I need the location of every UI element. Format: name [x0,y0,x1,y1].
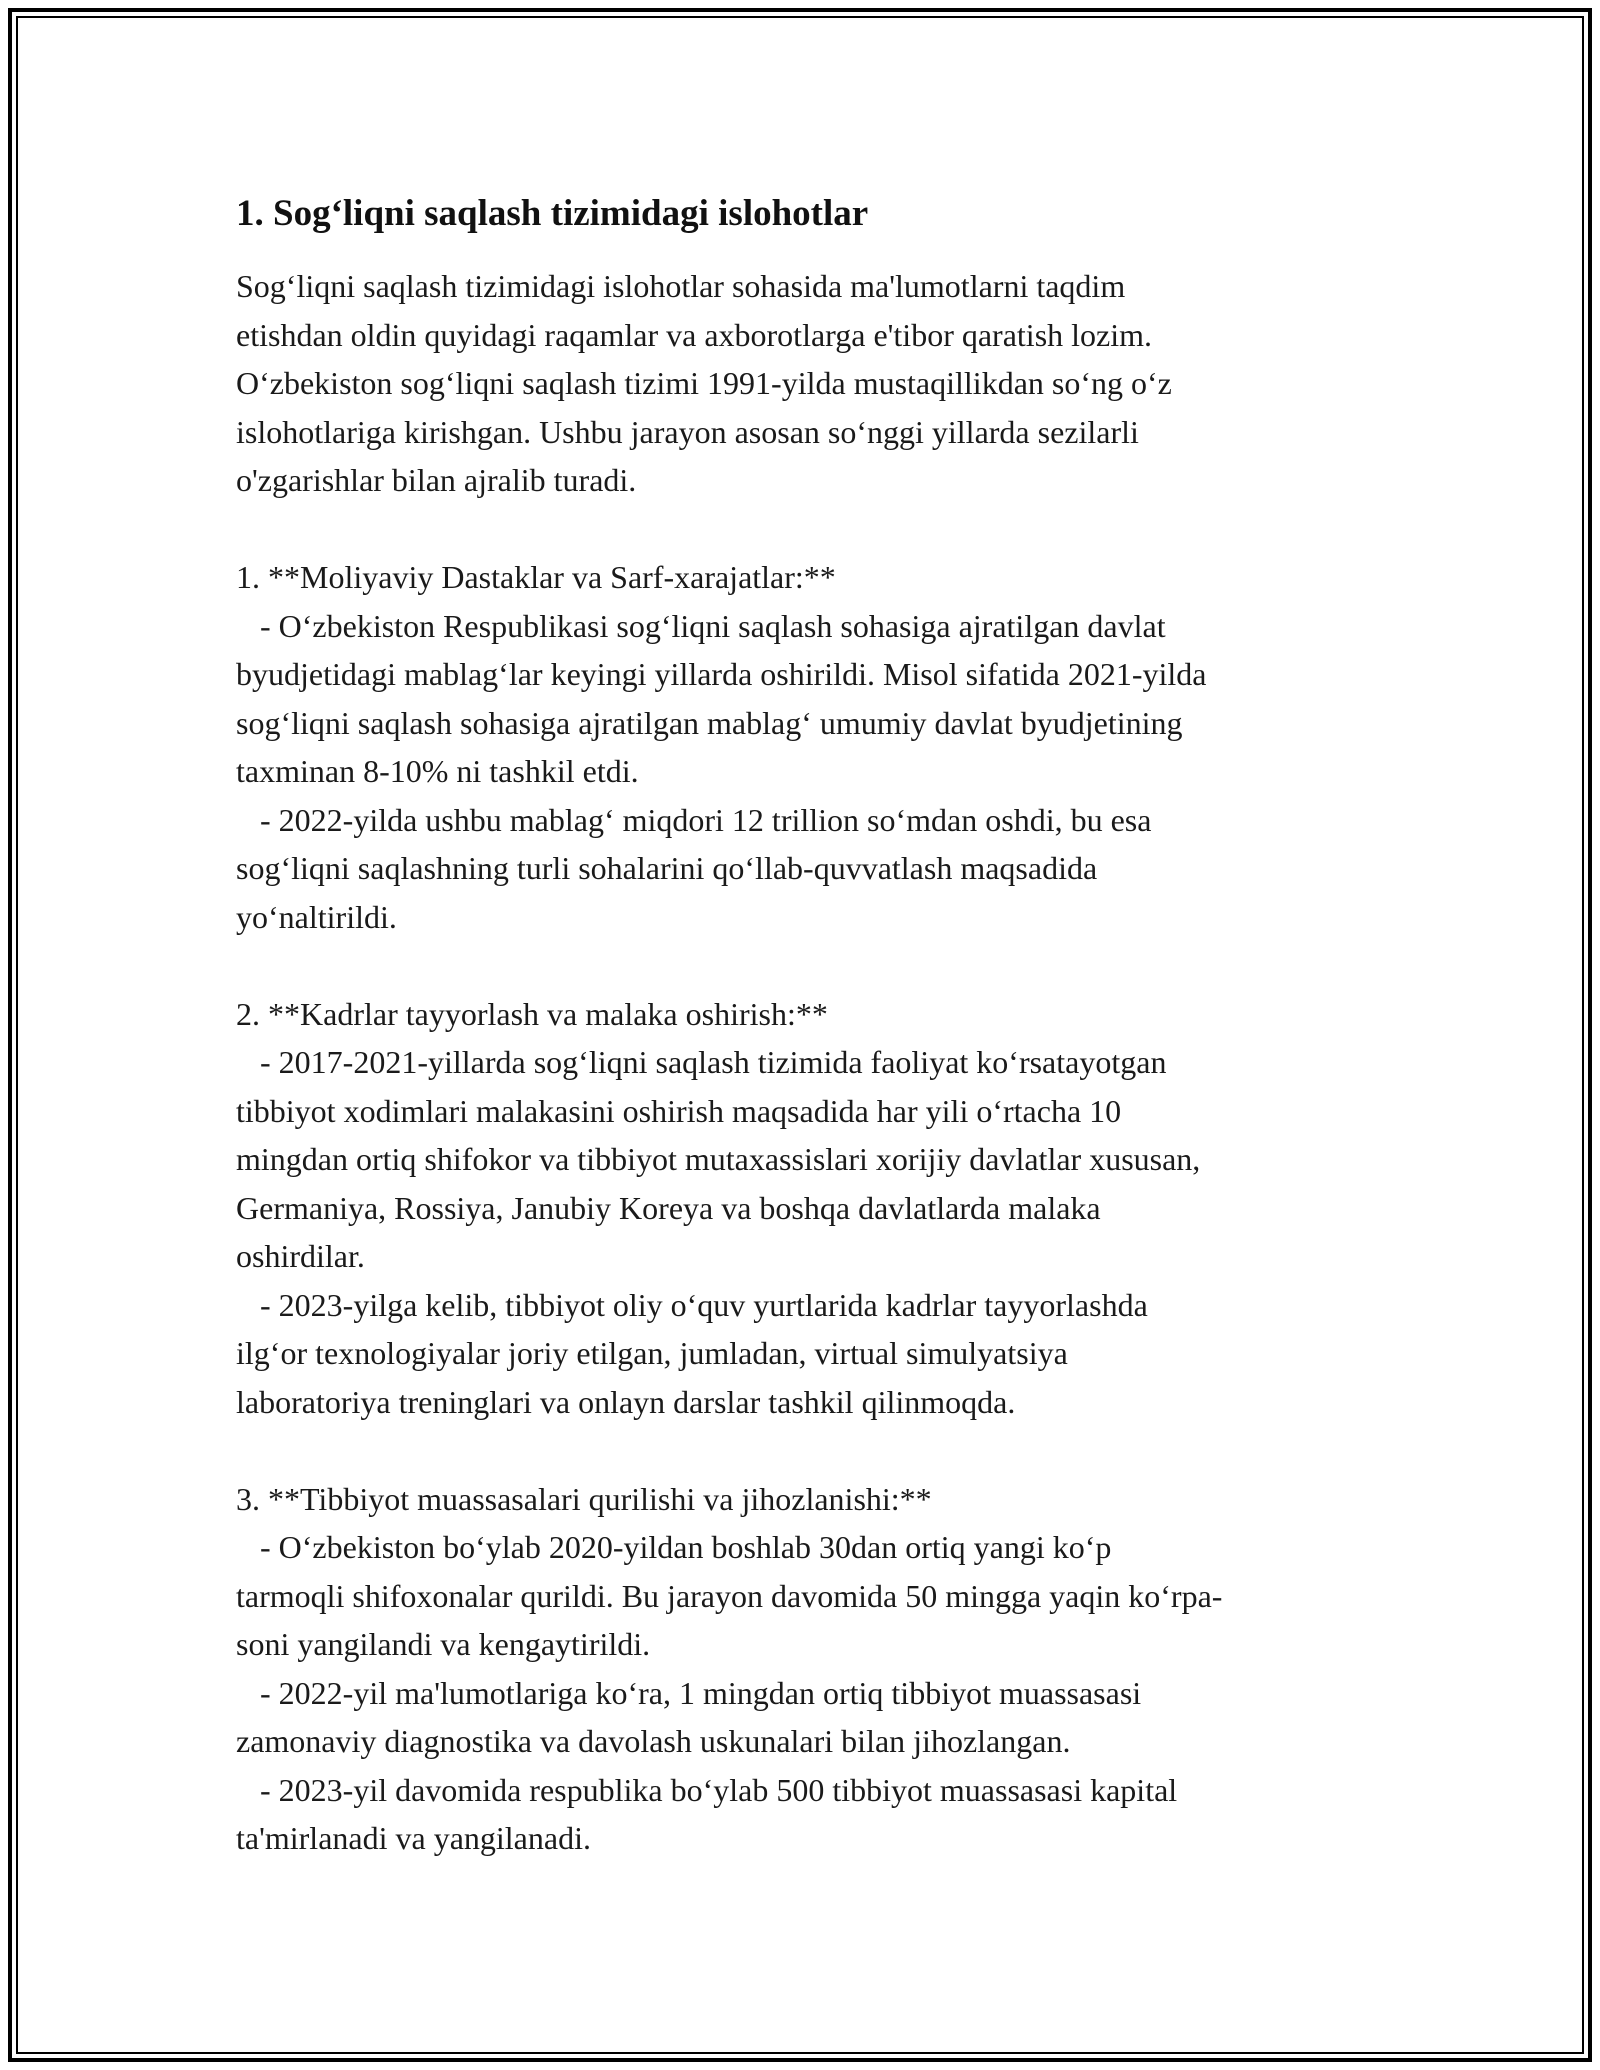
section-line: ilg‘or texnologiyalar joriy etilgan, jumladan, virtual simulyatsiya [236,1335,1068,1371]
section-finance [236,553,1376,941]
section-line: laboratoriya treninglari va onlayn darslar tashkil qilinmoqda. [236,1383,1016,1420]
section-line: - 2017-2021-yillarda sog‘liqni saqlash tizimida faoliyat ko‘rsatayotgan [236,1044,1167,1080]
section-line: yo‘naltirildi. [236,898,397,935]
section-line: soni yangilandi va kengaytirildi. [236,1626,651,1662]
section-line: sog‘liqni saqlashning turli sohalarini qo‘llab-quvvatlash maqsadida [236,850,1098,886]
section-line: oshirdilar. [236,1238,365,1274]
section-line: tibbiyot xodimlari malakasini oshirish maqsadida har yili o‘rtacha 10 [236,1092,1122,1129]
section-facilities [236,1475,1376,1863]
section-line: sog‘liqni saqlash sohasiga ajratilgan mablag‘ umumiy davlat byudjetining [236,704,1183,741]
spacer [236,941,1376,990]
section-line: - 2022-yilda ushbu mablag‘ miqdori 12 trillion so‘mdan oshdi, bu esa [236,801,1152,838]
section-line: - O‘zbekiston bo‘ylab 2020-yildan boshlab 30dan ortiq yangi ko‘p [236,1529,1112,1565]
section-line: Germaniya, Rossiya, Janubiy Koreya va boshqa davlatlarda malaka [236,1189,1101,1226]
intro-line: O‘zbekiston sog‘liqni saqlash tizimi 1991-yilda mustaqillikdan so‘ng o‘z [236,365,1172,401]
section-heading: 1. **Moliyaviy Dastaklar va Sarf-xarajatlar:** [236,559,836,595]
section-line: zamonaviy diagnostika va davolash uskunalari bilan jihozlangan. [236,1723,1071,1759]
section-line: tarmoqli shifoxonalar qurildi. Bu jarayon davomida 50 mingga yaqin ko‘rpa- [236,1577,1223,1614]
section-heading: 2. **Kadrlar tayyorlash va malaka oshirish:** [236,995,828,1032]
section-training [236,990,1376,1427]
document-body [236,188,1376,1863]
document-title: 1. Sog‘liqni saqlash tizimidagi islohotlar [236,193,869,234]
section-line: - 2023-yilga kelib, tibbiyot oliy o‘quv yurtlarida kadrlar tayyorlashda [236,1286,1148,1323]
section-line: byudjetidagi mablag‘lar keyingi yillarda oshirildi. Misol sifatida 2021-yilda [236,656,1207,692]
intro-line: etishdan oldin quyidagi raqamlar va axborotlarga e'tibor qaratish lozim. [236,316,1153,353]
intro-paragraph [236,262,1376,505]
intro-line: islohotlariga kirishgan. Ushbu jarayon asosan so‘nggi yillarda sezilarli [236,413,1139,450]
spacer [236,1426,1376,1475]
section-line: mingdan ortiq shifokor va tibbiyot mutaxassislari xorijiy davlatlar xususan, [236,1141,1201,1177]
section-line: - 2023-yil davomida respublika bo‘ylab 500 tibbiyot muassasasi kapital [236,1771,1178,1808]
section-line: - O‘zbekiston Respublikasi sog‘liqni saqlash sohasiga ajratilgan davlat [236,607,1166,644]
section-heading: 3. **Tibbiyot muassasalari qurilishi va jihozlanishi:** [236,1480,932,1517]
spacer [236,505,1376,554]
intro-line: Sog‘liqni saqlash tizimidagi islohotlar sohasida ma'lumotlarni taqdim [236,268,1126,304]
section-line: ta'mirlanadi va yangilanadi. [236,1820,591,1856]
section-line: taxminan 8-10% ni tashkil etdi. [236,753,639,789]
section-line: - 2022-yil ma'lumotlariga ko‘ra, 1 mingdan ortiq tibbiyot muassasasi [236,1674,1142,1711]
intro-line: o'zgarishlar bilan ajralib turadi. [236,462,637,498]
